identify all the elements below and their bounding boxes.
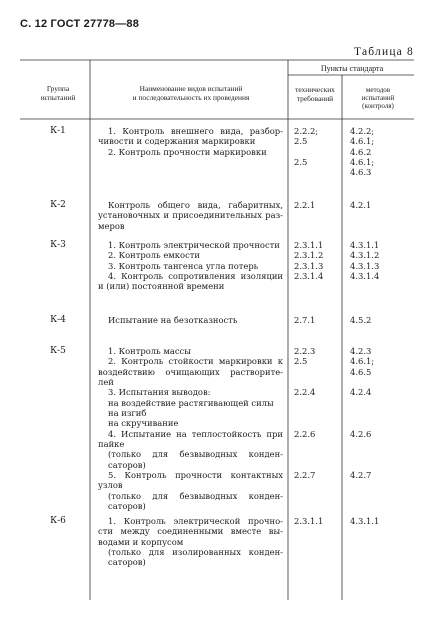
method-value: 4.2.1 [350, 200, 372, 210]
test-line: на изгиб [108, 407, 147, 418]
test-line: на воздействие растягивающей силы [108, 397, 274, 408]
test-line: 2. Контроль стойкости маркировки к [108, 356, 283, 367]
group-label: К-1 [50, 126, 66, 136]
test-line: 2. Контроль прочности маркировки [108, 146, 267, 157]
method-value: 4.2.2; [350, 126, 375, 136]
method-value [350, 408, 400, 418]
tech-req-value [294, 439, 334, 449]
tech-req-cell [294, 200, 334, 210]
tech-req-value: 2.3.1.3 [294, 260, 324, 271]
method-value: 4.6.1; [350, 156, 375, 167]
tech-req-cell [294, 346, 334, 480]
methods-cell [350, 200, 400, 210]
method-value: 4.5.2 [350, 315, 372, 325]
test-line: 2. Контроль емкости [108, 250, 200, 261]
method-value: 4.2.7 [350, 469, 372, 480]
methods-cell [350, 346, 400, 480]
method-value: 4.2.3 [350, 346, 372, 356]
tech-req-value [294, 408, 334, 418]
tech-req-value [294, 418, 334, 428]
tech-req-value: 2.2.6 [294, 428, 316, 439]
test-line: 5. Контроль прочности контактных [108, 469, 283, 480]
tech-req-cell [294, 126, 334, 167]
method-value [350, 449, 400, 459]
test-line: сти между соединенными вместе вы- [98, 526, 283, 537]
test-line: лей [98, 376, 114, 387]
tests-cell [98, 240, 283, 292]
tech-req-cell [294, 315, 334, 325]
tech-req-value [294, 147, 334, 157]
test-line: 1. Контроль массы [108, 346, 191, 356]
methods-cell [350, 126, 400, 178]
methods-cell [350, 240, 400, 281]
test-line: саторов) [108, 557, 146, 568]
tests-cell [98, 315, 283, 325]
group-label: К-6 [50, 516, 66, 526]
test-line: чивости и содержания маркировки [98, 136, 256, 147]
tech-req-value: 2.2.2; [294, 126, 319, 136]
tests-cell [98, 200, 283, 231]
group-label: К-3 [50, 240, 66, 250]
tech-req-value: 2.2.3 [294, 346, 316, 356]
method-value [350, 398, 400, 408]
tech-req-value [294, 460, 334, 470]
col-standard-points-header: Пункты стандарта [320, 64, 384, 73]
tech-req-value: 2.5 [294, 136, 308, 147]
tech-req-value [294, 377, 334, 387]
group-label: К-2 [50, 200, 66, 210]
method-value: 4.3.1.2 [350, 250, 380, 261]
tech-req-value: 2.3.1.4 [294, 270, 324, 281]
method-value: 4.6.5 [350, 366, 372, 377]
col-tech-header: технических требований [295, 85, 335, 103]
table-caption: Таблица 8 [354, 46, 414, 58]
method-value: 4.2.4 [350, 387, 372, 398]
method-value: 4.6.1; [350, 136, 375, 147]
tech-req-value [294, 367, 334, 377]
group-label: К-5 [50, 346, 66, 356]
test-line: 3. Контроль тангенса угла потерь [108, 260, 259, 271]
method-value [350, 377, 400, 387]
methods-cell [350, 315, 400, 325]
tech-req-value [294, 449, 334, 459]
test-line: 1. Контроль электрической прочности [108, 240, 280, 250]
test-line: воздействию очищающих растворите- [98, 366, 283, 377]
test-line: 3. Испытания выводов: [108, 387, 211, 398]
tech-req-value: 2.7.1 [294, 315, 316, 325]
method-value: 4.2.6 [350, 428, 372, 439]
test-line: 1. Контроль электрической прочно- [108, 516, 283, 526]
tech-req-value: 2.2.7 [294, 469, 316, 480]
tests-cell [98, 516, 283, 568]
tech-req-value: 2.3.1.1 [294, 516, 324, 526]
method-value [350, 460, 400, 470]
page-header: С. 12 ГОСТ 27778—88 [20, 18, 140, 30]
test-line: саторов) [108, 459, 146, 470]
test-line: саторов) [108, 500, 146, 511]
method-value [350, 439, 400, 449]
method-value: 4.3.1.3 [350, 260, 380, 271]
test-line: 4. Контроль сопротивления изоляции [108, 270, 283, 281]
method-value: 4.6.3 [350, 167, 372, 178]
col-methods-header: методов испытаний (контроля) [361, 86, 395, 111]
method-value: 4.3.1.1 [350, 240, 380, 250]
methods-cell [350, 516, 400, 526]
test-line: Испытание на безотказность [108, 315, 238, 325]
test-line: 4. Испытание на теплостойкость при [108, 428, 283, 439]
tech-req-value [294, 398, 334, 408]
test-line: и (или) постоянной времени [98, 281, 225, 292]
method-value: 4.3.1.4 [350, 270, 380, 281]
test-line: на скручивание [108, 418, 179, 429]
tech-req-cell [294, 516, 334, 526]
tests-cell [98, 126, 283, 157]
test-line: водами и корпусом [98, 536, 184, 547]
tech-req-value: 2.5 [294, 156, 308, 167]
test-line: (только для изолированных конден- [108, 546, 283, 557]
group-label: К-4 [50, 315, 66, 325]
test-line: пайке [98, 438, 125, 449]
method-value: 4.6.2 [350, 146, 372, 157]
test-line: (только для безвыводных конден- [108, 449, 283, 460]
test-line: меров [98, 220, 125, 231]
tech-req-value: 2.5 [294, 356, 308, 367]
test-line: 1. Контроль внешнего вида, разбор- [108, 126, 283, 136]
tests-cell [98, 346, 283, 511]
method-value: 4.3.1.1 [350, 516, 380, 526]
method-value [350, 418, 400, 428]
tech-req-value: 2.3.1.1 [294, 240, 324, 250]
test-line: Контроль общего вида, габаритных, [108, 200, 283, 210]
col-tests-header: Наименование видов испытаний и последовательность их проведения [132, 84, 250, 102]
method-value: 4.6.1; [350, 356, 375, 367]
tech-req-value: 2.3.1.2 [294, 250, 324, 261]
tech-req-value: 2.2.4 [294, 387, 316, 398]
col-group-header: Группа испытаний [40, 84, 76, 102]
test-line: установочных и присоединительных раз- [98, 210, 283, 221]
tech-req-value: 2.2.1 [294, 200, 316, 210]
test-line: (только для безвыводных конден- [108, 490, 283, 501]
tech-req-cell [294, 240, 334, 281]
test-line: узлов [98, 480, 123, 491]
